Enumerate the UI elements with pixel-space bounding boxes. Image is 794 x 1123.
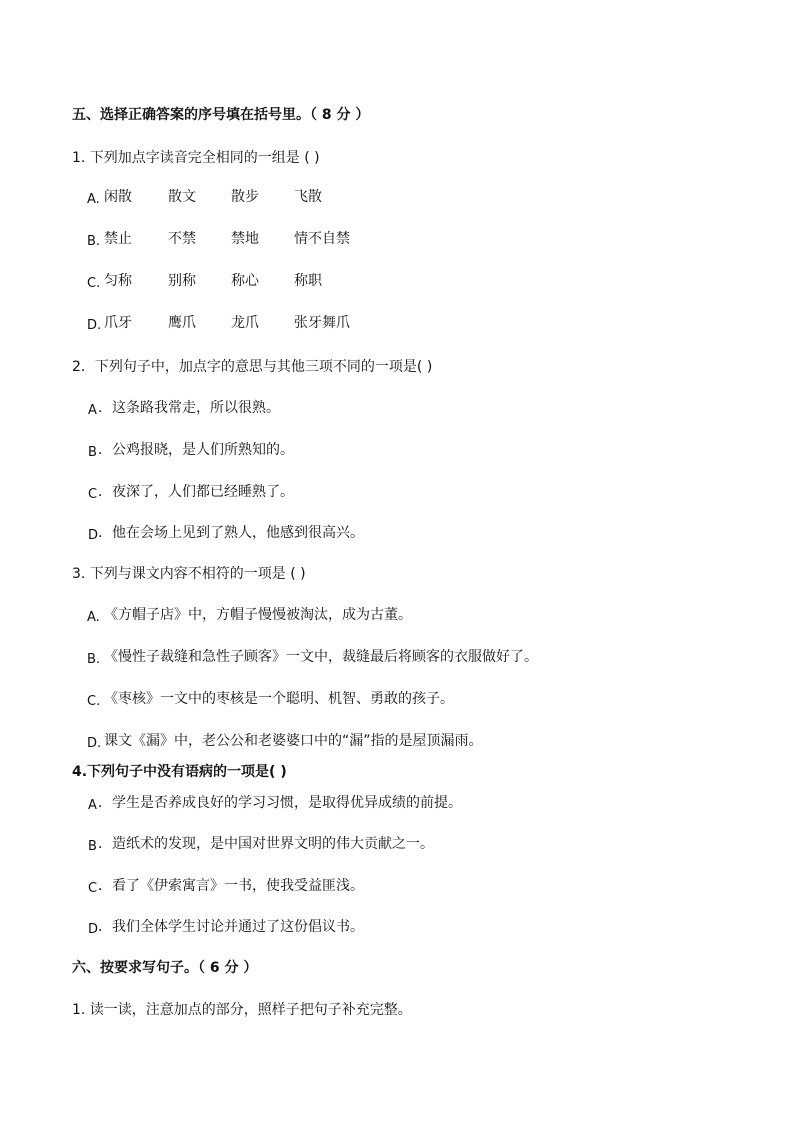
option-text: ．造纸术的发现，是中国对世界文明的伟大贡献之一。 <box>98 836 434 852</box>
option-word: 匀称 <box>104 273 132 289</box>
option-text: ．我们全体学生讨论并通过了这份倡议书。 <box>98 919 364 935</box>
q4-stem: 4.下列句子中没有语病的一项是( ) <box>72 764 287 780</box>
option-word: 龙爪 <box>231 315 259 331</box>
q2-option-a <box>88 398 688 418</box>
option-text: ．夜深了，人们都已经睡熟了。 <box>98 484 294 500</box>
q3-option-c <box>87 689 767 709</box>
option-word: 散文 <box>168 189 196 205</box>
option-text: ．公鸡报晓，是人们所熟知的。 <box>98 442 294 458</box>
option-text: 《方帽子店》中，方帽子慢慢被淘汰，成为古董。 <box>104 607 412 623</box>
q3-option-a <box>87 605 767 625</box>
option-letter: B. <box>87 234 101 249</box>
option-letter: C <box>88 881 98 896</box>
option-letter: A <box>88 403 97 418</box>
option-text: ．他在会场上见到了熟人，他感到很高兴。 <box>98 525 364 541</box>
option-text: ．看了《伊索寓言》一书，使我受益匪浅。 <box>98 878 364 894</box>
option-letter: C. <box>87 276 101 291</box>
section6-heading: 六、按要求写句子。（ 6 分 ） <box>72 960 258 976</box>
q1-stem: 1. 下列加点字读音完全相同的一组是 ( ) <box>72 150 320 166</box>
q3-stem: 3. 下列与课文内容不相符的一项是 ( ) <box>72 566 306 582</box>
option-word: 不禁 <box>168 231 196 247</box>
option-letter: C. <box>87 694 101 709</box>
option-letter: D. <box>87 736 102 751</box>
q4-option-a <box>88 793 768 813</box>
q4-option-d <box>88 917 768 937</box>
q2-option-c <box>88 482 688 502</box>
option-letter: D <box>88 528 99 543</box>
option-letter: D <box>88 922 99 937</box>
q4-option-b <box>88 834 768 854</box>
option-text: 《慢性子裁缝和急性子顾客》一文中，裁缝最后将顾客的衣服做好了。 <box>104 649 538 665</box>
option-letter: B <box>88 839 97 854</box>
option-word: 称心 <box>231 273 259 289</box>
q2-option-d <box>88 523 688 543</box>
option-text: ．学生是否养成良好的学习习惯，是取得优异成绩的前提。 <box>98 795 462 811</box>
q3-option-b <box>87 647 767 667</box>
option-letter: C <box>88 487 98 502</box>
option-letter: D. <box>87 318 102 333</box>
option-letter: A. <box>87 192 100 207</box>
q2-stem: 2．下列句子中，加点字的意思与其他三项不同的一项是( ) <box>72 359 433 375</box>
q2-option-b <box>88 440 688 460</box>
q3-option-d <box>87 731 767 751</box>
section6-q1-stem: 1. 读一读，注意加点的部分，照样子把句子补充完整。 <box>72 1002 412 1018</box>
option-word: 散步 <box>231 189 259 205</box>
section5-heading: 五、选择正确答案的序号填在括号里。（ 8 分 ） <box>72 107 370 123</box>
q1-option-d <box>87 313 487 333</box>
option-word: 爪牙 <box>104 315 132 331</box>
option-text: ．这条路我常走，所以很熟。 <box>98 400 280 416</box>
q1-option-c <box>87 271 487 291</box>
option-word: 飞散 <box>294 189 322 205</box>
option-word: 称职 <box>294 273 322 289</box>
option-text: 《枣核》一文中的枣核是一个聪明、机智、勇敢的孩子。 <box>104 691 454 707</box>
option-letter: B <box>88 445 97 460</box>
option-word: 禁地 <box>231 231 259 247</box>
option-word: 张牙舞爪 <box>294 315 350 331</box>
option-word: 禁止 <box>104 231 132 247</box>
q4-option-c <box>88 876 768 896</box>
q1-option-a <box>87 187 487 207</box>
option-text: 课文《漏》中，老公公和老婆婆口中的“漏”指的是屋顶漏雨。 <box>104 733 483 749</box>
option-letter: B. <box>87 652 101 667</box>
option-word: 鹰爪 <box>168 315 196 331</box>
option-letter: A <box>88 798 97 813</box>
option-word: 情不自禁 <box>294 231 350 247</box>
option-word: 闲散 <box>104 189 132 205</box>
option-word: 别称 <box>168 273 196 289</box>
option-letter: A. <box>87 610 100 625</box>
q1-option-b <box>87 229 487 249</box>
